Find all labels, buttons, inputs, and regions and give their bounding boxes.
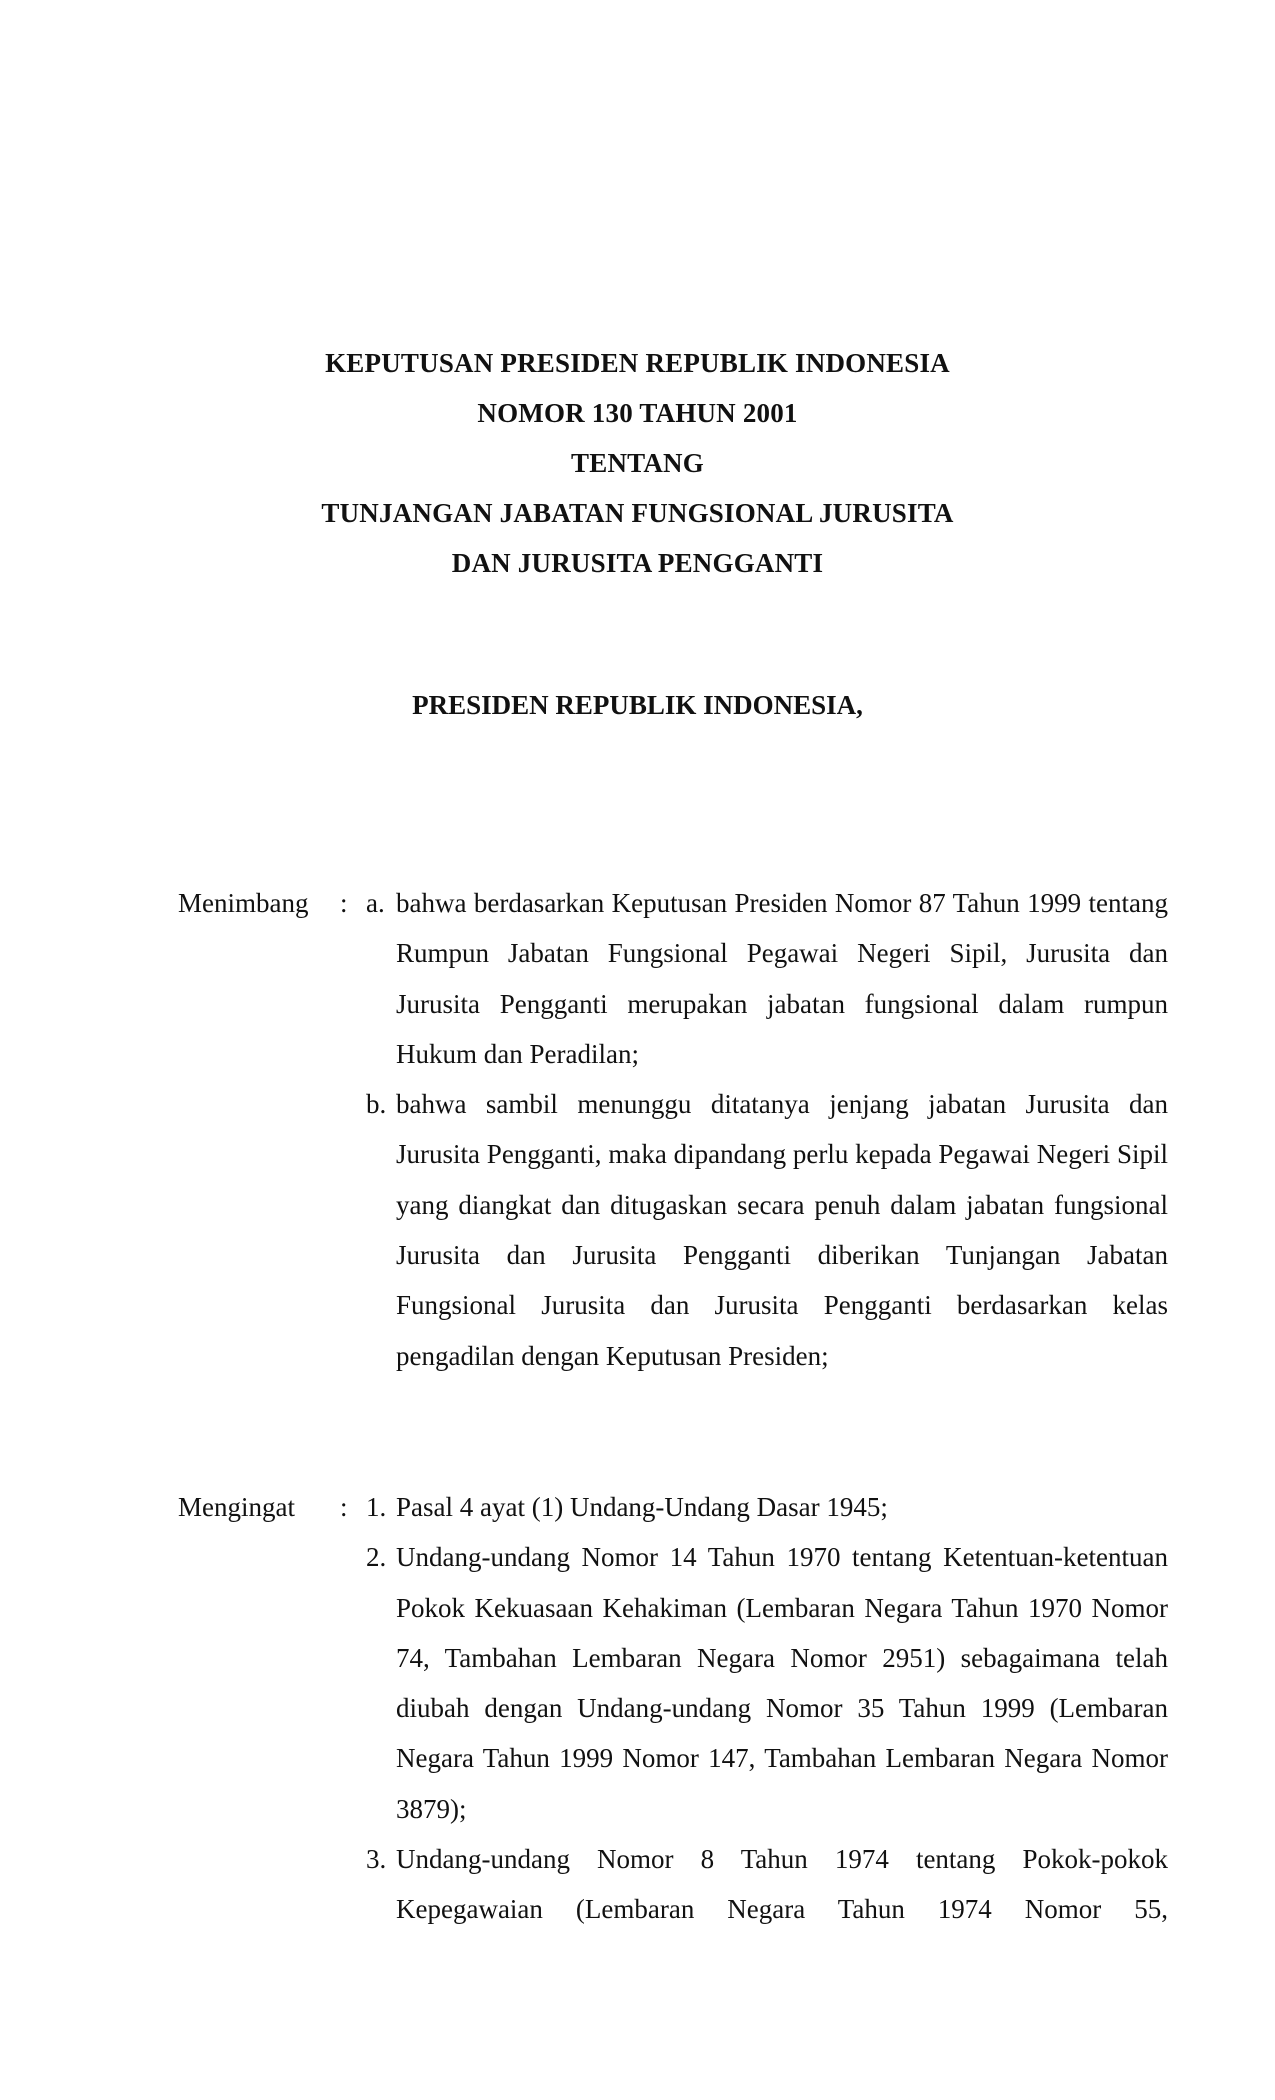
decree-subject-line: TUNJANGAN JABATAN FUNGSIONAL JURUSITA bbox=[321, 498, 954, 528]
list-item bbox=[366, 1079, 1168, 1381]
list-item bbox=[366, 1834, 1168, 1935]
menimbang-items bbox=[366, 878, 1168, 1381]
item-text: Undang-undang Nomor 14 Tahun 1970 tentang Ketentuan-ketentuan Pokok Kekuasaan Kehakiman (Lembaran Negara Tahun 1970 Nomor 74, Tambahan Lembaran Negara Nomor 2951) sebagaimana telah diubah dengan Undang-undang Nomor 35 Tahun 1999 (Lembaran Negara Tahun 1999 Nomor 147, Tambahan Lembaran Negara Nomor 3879); bbox=[396, 1542, 1168, 1824]
item-marker: b. bbox=[366, 1089, 387, 1120]
mengingat-colon: : bbox=[340, 1492, 348, 1522]
item-marker: a. bbox=[366, 888, 385, 918]
item-text: bahwa sambil menunggu ditatanya jenjang jabatan Jurusita dan Jurusita Pengganti, maka dipandang perlu kepada Pegawai Negeri Sipil yang diangkat dan ditugaskan secara penuh dalam jabatan fungsional Jurusita dan Jurusita Pengganti diberikan Tunjangan Jabatan Fungsional Jurusita dan Jurusita Pengganti berdasarkan kelas pengadilan dengan Keputusan Presiden; bbox=[396, 1089, 1168, 1371]
menimbang-label: Menimbang bbox=[178, 888, 309, 918]
mengingat-items bbox=[366, 1482, 1168, 1935]
decree-title-line: KEPUTUSAN PRESIDEN REPUBLIK INDONESIA bbox=[325, 348, 950, 378]
decree-title bbox=[0, 338, 1275, 588]
decree-number-line: NOMOR 130 TAHUN 2001 bbox=[477, 398, 798, 428]
decree-tentang-line: TENTANG bbox=[571, 448, 704, 478]
list-item bbox=[366, 1532, 1168, 1834]
decree-subject-line-2: DAN JURUSITA PENGGANTI bbox=[451, 548, 824, 578]
item-marker: 1. bbox=[366, 1492, 387, 1522]
list-item bbox=[366, 878, 1168, 1079]
list-item bbox=[366, 1482, 1168, 1532]
item-text: bahwa berdasarkan Keputusan Presiden Nomor 87 Tahun 1999 tentang Rumpun Jabatan Fungsional Pegawai Negeri Sipil, Jurusita dan Jurusita Pengganti merupakan jabatan fungsional dalam rumpun Hukum dan Peradilan; bbox=[396, 888, 1168, 1069]
item-marker: 3. bbox=[366, 1844, 387, 1875]
item-text: Pasal 4 ayat (1) Undang-Undang Dasar 1945; bbox=[396, 1492, 888, 1522]
item-marker: 2. bbox=[366, 1542, 387, 1573]
mengingat-label: Mengingat bbox=[178, 1492, 295, 1522]
president-heading: PRESIDEN REPUBLIK INDONESIA, bbox=[412, 690, 863, 720]
menimbang-colon: : bbox=[340, 888, 348, 918]
item-text: Undang-undang Nomor 8 Tahun 1974 tentang Pokok-pokok Kepegawaian (Lembaran Negara Tahun 1974 Nomor 55, bbox=[396, 1844, 1168, 1925]
